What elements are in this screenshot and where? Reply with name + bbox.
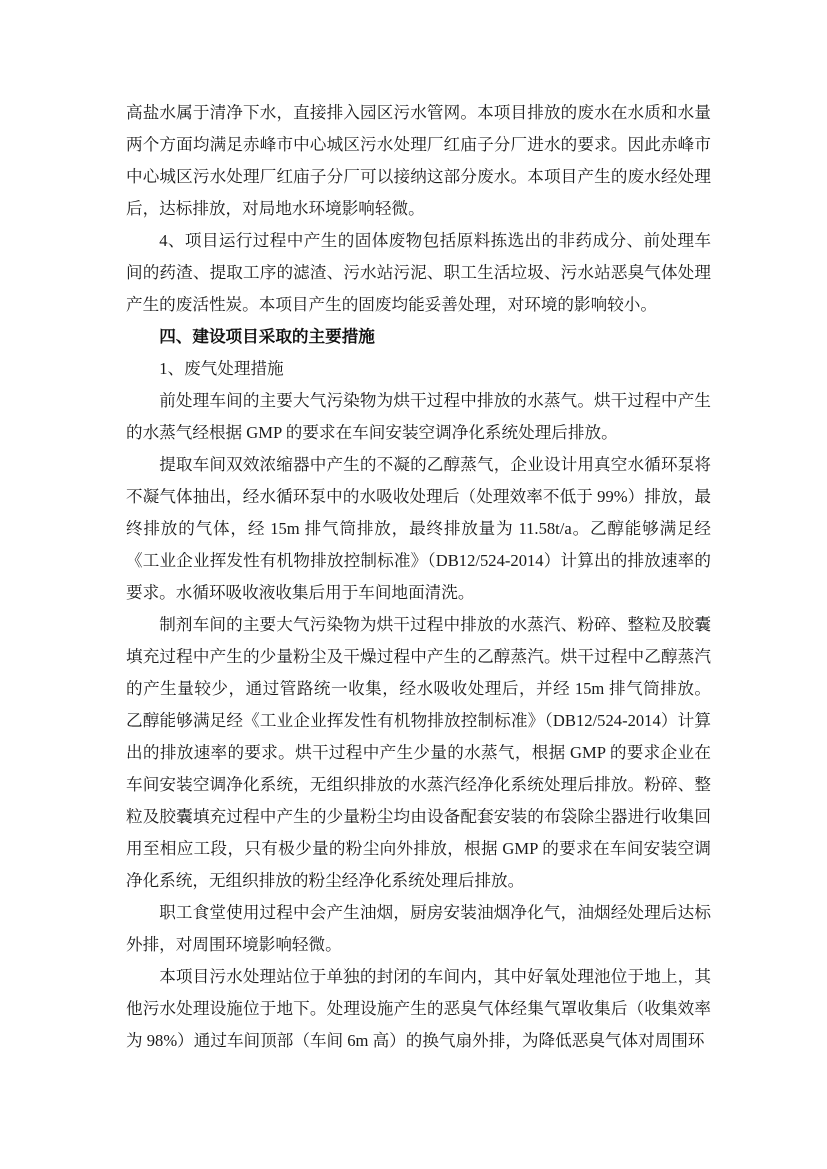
paragraph-pretreatment-workshop: 前处理车间的主要大气污染物为烘干过程中排放的水蒸气。烘干过程中产生的水蒸气经根据 GMP 的要求在车间安装空调净化系统处理后排放。 bbox=[126, 391, 711, 442]
section-heading-main-measures: 四、建设项目采取的主要措施 bbox=[159, 327, 375, 346]
paragraph-sewage-station-odor: 本项目污水处理站位于单独的封闭的车间内，其中好氧处理池位于地上，其他污水处理设施位于地下。处理设施产生的恶臭气体经集气罩收集后（收集效率为 98%）通过车间顶部（车间 6m 高）的换气扇外排，为降低恶臭气体对周围环 bbox=[126, 967, 711, 1050]
paragraph-canteen-fumes: 职工食堂使用过程中会产生油烟，厨房安装油烟净化气，油烟经处理后达标外排，对周围环境影响轻微。 bbox=[126, 903, 711, 954]
document-body bbox=[126, 97, 711, 1057]
paragraph-preparation-workshop: 制剂车间的主要大气污染物为烘干过程中排放的水蒸汽、粉碎、整粒及胶囊填充过程中产生的少量粉尘及干燥过程中产生的乙醇蒸汽。烘干过程中乙醇蒸汽的产生量较少，通过管路统一收集，经水吸收处理后，并经 15m 排气筒排放。乙醇能够满足经《工业企业挥发性有机物排放控制标准》（DB12/524-2014）计算出的排放速率的要求。烘干过程中产生少量的水蒸气，根据 GMP 的要求企业在车间安装空调净化系统，无组织排放的水蒸汽经净化系统处理后排放。粉碎、整粒及胶囊填充过程中产生的少量粉尘均由设备配套安装的布袋除尘器进行收集回用至相应工段，只有极少量的粉尘向外排放，根据 GMP 的要求在车间安装空调净化系统，无组织排放的粉尘经净化系统处理后排放。 bbox=[126, 615, 711, 890]
paragraph-wastewater-continuation: 高盐水属于清净下水，直接排入园区污水管网。本项目排放的废水在水质和水量两个方面均满足赤峰市中心城区污水处理厂红庙子分厂进水的要求。因此赤峰市中心城区污水处理厂红庙子分厂可以接纳这部分废水。本项目产生的废水经处理后，达标排放，对局地水环境影响轻微。 bbox=[126, 103, 711, 218]
paragraph-solid-waste: 4、项目运行过程中产生的固体废物包括原料拣选出的非药成分、前处理车间的药渣、提取工序的滤渣、污水站污泥、职工生活垃圾、污水站恶臭气体处理产生的废活性炭。本项目产生的固废均能妥善处理，对环境的影响较小。 bbox=[126, 231, 711, 314]
subsection-heading-waste-gas-measures: 1、废气处理措施 bbox=[159, 359, 284, 378]
paragraph-extraction-workshop: 提取车间双效浓缩器中产生的不凝的乙醇蒸气，企业设计用真空水循环泵将不凝气体抽出，经水循环泵中的水吸收处理后（处理效率不低于 99%）排放，最终排放的气体，经 15m 排气筒排放，最终排放量为 11.58t/a。乙醇能够满足经《工业企业挥发性有机物排放控制标准》（DB12/524-2014）计算出的排放速率的要求。水循环吸收液收集后用于车间地面清洗。 bbox=[126, 455, 711, 602]
